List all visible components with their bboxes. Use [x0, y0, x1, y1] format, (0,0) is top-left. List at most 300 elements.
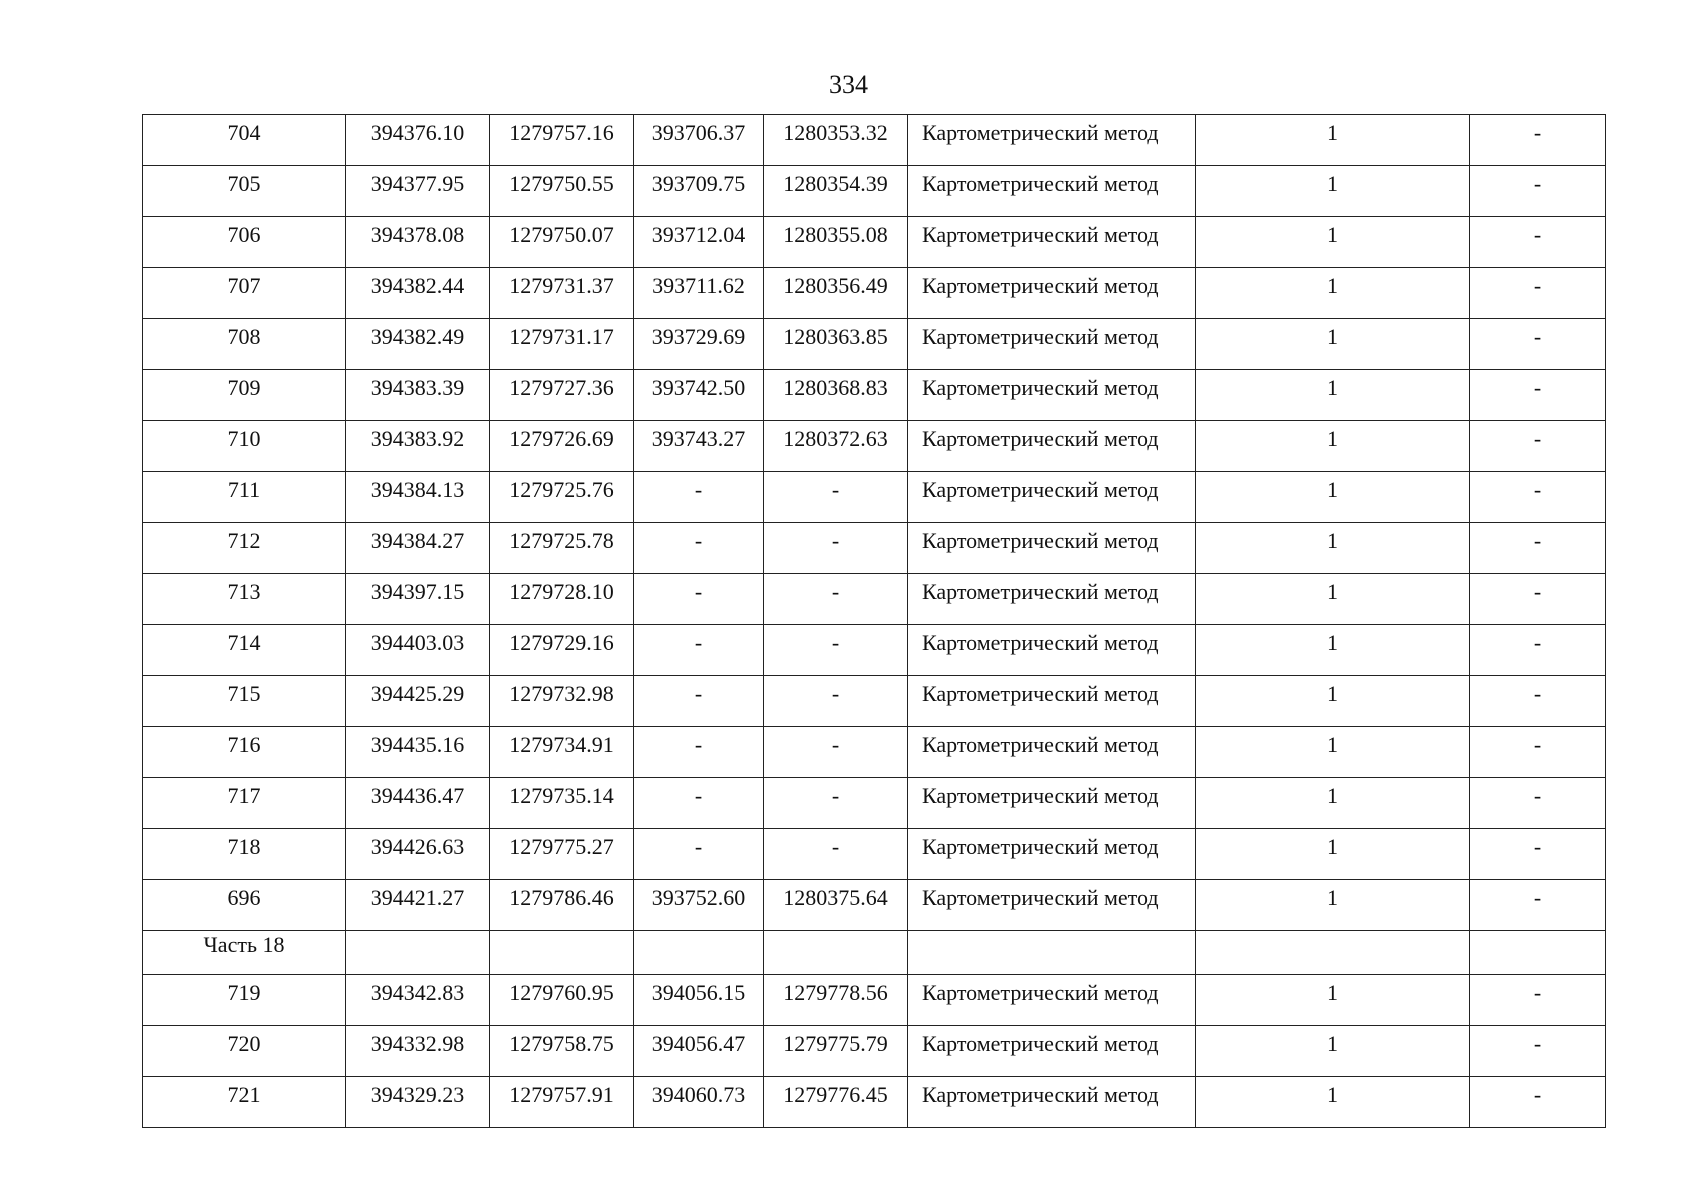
- accuracy-cell: [1196, 676, 1470, 727]
- table-row: [143, 1077, 1606, 1128]
- y-old-cell: [490, 625, 634, 676]
- y-old-text: 1279725.78: [509, 528, 614, 553]
- y-old-text: 1279735.14: [509, 783, 614, 808]
- method-text: Картометрический метод: [922, 579, 1159, 604]
- description-text: -: [1533, 120, 1542, 145]
- empty-cell: [634, 931, 764, 975]
- description-cell: [1470, 778, 1606, 829]
- method-text: Картометрический метод: [922, 324, 1159, 349]
- accuracy-cell: [1196, 1026, 1470, 1077]
- x-old-cell: [346, 1077, 490, 1128]
- y-new-text: -: [831, 528, 840, 553]
- accuracy-cell: [1196, 523, 1470, 574]
- description-cell: [1470, 523, 1606, 574]
- x-old-text: 394342.83: [370, 980, 465, 1005]
- description-cell: [1470, 880, 1606, 931]
- y-new-cell: [764, 319, 908, 370]
- y-new-cell: [764, 1026, 908, 1077]
- x-new-cell: [634, 778, 764, 829]
- y-old-cell: [490, 268, 634, 319]
- accuracy-text: 1: [1327, 783, 1338, 808]
- y-old-cell: [490, 727, 634, 778]
- x-new-cell: [634, 727, 764, 778]
- x-new-text: -: [694, 732, 703, 757]
- y-old-cell: [490, 523, 634, 574]
- table-row: [143, 880, 1606, 931]
- empty-cell: [490, 931, 634, 975]
- point-number-text: 717: [227, 783, 261, 808]
- y-new-cell: [764, 1077, 908, 1128]
- x-new-cell: [634, 1077, 764, 1128]
- description-cell: [1470, 370, 1606, 421]
- accuracy-cell: [1196, 778, 1470, 829]
- x-new-cell: [634, 115, 764, 166]
- x-old-text: 394425.29: [370, 681, 465, 706]
- description-text: -: [1533, 426, 1542, 451]
- x-new-cell: [634, 421, 764, 472]
- description-text: -: [1533, 783, 1542, 808]
- x-old-text: 394384.27: [370, 528, 465, 553]
- accuracy-text: 1: [1327, 273, 1338, 298]
- y-new-cell: [764, 166, 908, 217]
- x-new-cell: [634, 625, 764, 676]
- point-number-cell: [143, 880, 346, 931]
- method-cell: [908, 829, 1196, 880]
- description-cell: [1470, 1026, 1606, 1077]
- y-new-cell: [764, 574, 908, 625]
- point-number-text: 710: [227, 426, 261, 451]
- y-old-text: 1279757.91: [509, 1082, 614, 1107]
- method-text: Картометрический метод: [922, 732, 1159, 757]
- y-old-cell: [490, 319, 634, 370]
- x-new-cell: [634, 319, 764, 370]
- point-number-text: 709: [227, 375, 261, 400]
- point-number-text: 721: [227, 1082, 261, 1107]
- accuracy-cell: [1196, 268, 1470, 319]
- method-cell: [908, 217, 1196, 268]
- y-old-text: 1279758.75: [509, 1031, 614, 1056]
- point-number-cell: [143, 421, 346, 472]
- x-old-cell: [346, 115, 490, 166]
- method-cell: [908, 778, 1196, 829]
- y-old-cell: [490, 574, 634, 625]
- y-new-text: 1279778.56: [783, 980, 888, 1005]
- x-old-cell: [346, 1026, 490, 1077]
- accuracy-text: 1: [1327, 980, 1338, 1005]
- method-cell: [908, 115, 1196, 166]
- description-cell: [1470, 574, 1606, 625]
- accuracy-cell: [1196, 472, 1470, 523]
- empty-cell: [908, 931, 1196, 975]
- description-cell: [1470, 829, 1606, 880]
- point-number-cell: [143, 217, 346, 268]
- y-old-text: 1279727.36: [509, 375, 614, 400]
- empty-cell: [1470, 931, 1606, 975]
- x-new-cell: [634, 880, 764, 931]
- y-new-text: -: [831, 732, 840, 757]
- description-text: -: [1533, 375, 1542, 400]
- x-new-text: -: [694, 579, 703, 604]
- accuracy-cell: [1196, 880, 1470, 931]
- description-text: -: [1533, 980, 1542, 1005]
- accuracy-text: 1: [1327, 1031, 1338, 1056]
- point-number-text: 705: [227, 171, 261, 196]
- table-row: [143, 727, 1606, 778]
- point-number-cell: [143, 975, 346, 1026]
- table-row: [143, 523, 1606, 574]
- method-text: Картометрический метод: [922, 375, 1159, 400]
- point-number-cell: [143, 1026, 346, 1077]
- accuracy-cell: [1196, 975, 1470, 1026]
- y-new-cell: [764, 115, 908, 166]
- y-old-text: 1279775.27: [509, 834, 614, 859]
- accuracy-text: 1: [1327, 528, 1338, 553]
- accuracy-text: 1: [1327, 222, 1338, 247]
- description-text: -: [1533, 630, 1542, 655]
- y-old-cell: [490, 1026, 634, 1077]
- accuracy-cell: [1196, 1077, 1470, 1128]
- x-old-text: 394436.47: [370, 783, 465, 808]
- table-row: [143, 166, 1606, 217]
- y-old-cell: [490, 829, 634, 880]
- accuracy-cell: [1196, 727, 1470, 778]
- y-new-cell: [764, 829, 908, 880]
- point-number-cell: [143, 778, 346, 829]
- x-new-text: -: [694, 834, 703, 859]
- x-old-text: 394403.03: [370, 630, 465, 655]
- description-cell: [1470, 421, 1606, 472]
- accuracy-text: 1: [1327, 375, 1338, 400]
- method-cell: [908, 625, 1196, 676]
- accuracy-cell: [1196, 574, 1470, 625]
- empty-cell: [764, 931, 908, 975]
- description-text: -: [1533, 273, 1542, 298]
- method-text: Картометрический метод: [922, 1082, 1159, 1107]
- y-new-text: 1280355.08: [783, 222, 888, 247]
- point-number-text: 714: [227, 630, 261, 655]
- method-cell: [908, 880, 1196, 931]
- x-new-text: -: [694, 681, 703, 706]
- y-new-text: 1280368.83: [783, 375, 888, 400]
- x-new-cell: [634, 472, 764, 523]
- accuracy-text: 1: [1327, 885, 1338, 910]
- point-number-text: 716: [227, 732, 261, 757]
- method-text: Картометрический метод: [922, 426, 1159, 451]
- method-cell: [908, 1077, 1196, 1128]
- y-old-cell: [490, 217, 634, 268]
- point-number-cell: [143, 166, 346, 217]
- y-new-text: -: [831, 477, 840, 502]
- point-number-text: 715: [227, 681, 261, 706]
- y-new-cell: [764, 880, 908, 931]
- accuracy-cell: [1196, 829, 1470, 880]
- point-number-cell: [143, 268, 346, 319]
- x-old-cell: [346, 268, 490, 319]
- table-row: [143, 1026, 1606, 1077]
- point-number-text: 707: [227, 273, 261, 298]
- y-new-text: 1280372.63: [783, 426, 888, 451]
- x-new-cell: [634, 268, 764, 319]
- description-text: -: [1533, 171, 1542, 196]
- description-cell: [1470, 1077, 1606, 1128]
- method-cell: [908, 370, 1196, 421]
- x-new-text: 393712.04: [651, 222, 746, 247]
- method-text: Картометрический метод: [922, 783, 1159, 808]
- x-new-cell: [634, 676, 764, 727]
- accuracy-cell: [1196, 115, 1470, 166]
- method-text: Картометрический метод: [922, 681, 1159, 706]
- method-cell: [908, 421, 1196, 472]
- description-cell: [1470, 217, 1606, 268]
- y-new-cell: [764, 523, 908, 574]
- description-text: -: [1533, 222, 1542, 247]
- x-old-cell: [346, 975, 490, 1026]
- y-old-cell: [490, 778, 634, 829]
- y-new-cell: [764, 370, 908, 421]
- point-number-text: 720: [227, 1031, 261, 1056]
- y-new-text: -: [831, 579, 840, 604]
- method-cell: [908, 975, 1196, 1026]
- y-old-text: 1279726.69: [509, 426, 614, 451]
- description-cell: [1470, 625, 1606, 676]
- description-text: -: [1533, 324, 1542, 349]
- accuracy-text: 1: [1327, 630, 1338, 655]
- y-new-text: 1280375.64: [783, 885, 888, 910]
- x-new-text: 393752.60: [651, 885, 746, 910]
- y-new-text: 1279776.45: [783, 1082, 888, 1107]
- y-old-cell: [490, 880, 634, 931]
- point-number-text: 712: [227, 528, 261, 553]
- y-old-text: 1279786.46: [509, 885, 614, 910]
- method-text: Картометрический метод: [922, 834, 1159, 859]
- point-number-text: 718: [227, 834, 261, 859]
- method-text: Картометрический метод: [922, 222, 1159, 247]
- x-new-text: 393709.75: [651, 171, 746, 196]
- accuracy-text: 1: [1327, 426, 1338, 451]
- x-old-cell: [346, 727, 490, 778]
- description-cell: [1470, 727, 1606, 778]
- x-new-cell: [634, 1026, 764, 1077]
- accuracy-text: 1: [1327, 171, 1338, 196]
- method-cell: [908, 574, 1196, 625]
- point-number-cell: [143, 1077, 346, 1128]
- x-old-text: 394382.49: [370, 324, 465, 349]
- description-cell: [1470, 676, 1606, 727]
- accuracy-text: 1: [1327, 477, 1338, 502]
- description-cell: [1470, 166, 1606, 217]
- y-old-cell: [490, 1077, 634, 1128]
- accuracy-text: 1: [1327, 1082, 1338, 1107]
- x-old-cell: [346, 370, 490, 421]
- y-new-text: -: [831, 630, 840, 655]
- x-new-text: 393711.62: [652, 273, 745, 298]
- y-old-cell: [490, 421, 634, 472]
- point-number-cell: [143, 319, 346, 370]
- method-text: Картометрический метод: [922, 980, 1159, 1005]
- section-label-cell: [143, 931, 346, 975]
- x-new-cell: [634, 523, 764, 574]
- point-number-cell: [143, 523, 346, 574]
- x-new-text: -: [694, 528, 703, 553]
- accuracy-cell: [1196, 370, 1470, 421]
- y-new-cell: [764, 625, 908, 676]
- accuracy-cell: [1196, 625, 1470, 676]
- y-old-text: 1279750.07: [509, 222, 614, 247]
- empty-cell: [1196, 931, 1470, 975]
- table-body: [143, 115, 1606, 1128]
- method-text: Картометрический метод: [922, 1031, 1159, 1056]
- y-old-text: 1279732.98: [509, 681, 614, 706]
- y-old-text: 1279731.37: [509, 273, 614, 298]
- section-label: Часть 18: [203, 932, 285, 957]
- method-text: Картометрический метод: [922, 885, 1159, 910]
- point-number-cell: [143, 676, 346, 727]
- table-row: [143, 115, 1606, 166]
- y-new-text: 1280356.49: [783, 273, 888, 298]
- table-row: [143, 778, 1606, 829]
- x-old-text: 394383.92: [370, 426, 465, 451]
- x-new-text: 393742.50: [651, 375, 746, 400]
- x-old-cell: [346, 625, 490, 676]
- table-row: [143, 829, 1606, 880]
- x-new-text: -: [694, 630, 703, 655]
- y-old-cell: [490, 370, 634, 421]
- x-old-text: 394421.27: [370, 885, 465, 910]
- method-text: Картометрический метод: [922, 120, 1159, 145]
- accuracy-text: 1: [1327, 579, 1338, 604]
- description-text: -: [1533, 1082, 1542, 1107]
- x-old-text: 394332.98: [370, 1031, 465, 1056]
- table-row: [143, 975, 1606, 1026]
- empty-cell: [346, 931, 490, 975]
- description-text: -: [1533, 732, 1542, 757]
- x-new-text: -: [694, 477, 703, 502]
- x-new-cell: [634, 217, 764, 268]
- y-old-text: 1279725.76: [509, 477, 614, 502]
- method-cell: [908, 472, 1196, 523]
- y-new-text: 1279775.79: [783, 1031, 888, 1056]
- accuracy-text: 1: [1327, 324, 1338, 349]
- x-old-cell: [346, 217, 490, 268]
- y-old-cell: [490, 975, 634, 1026]
- method-text: Картометрический метод: [922, 273, 1159, 298]
- x-old-text: 394377.95: [370, 171, 465, 196]
- x-old-text: 394384.13: [370, 477, 465, 502]
- x-old-cell: [346, 421, 490, 472]
- x-old-text: 394397.15: [370, 579, 465, 604]
- y-old-text: 1279757.16: [509, 120, 614, 145]
- accuracy-text: 1: [1327, 120, 1338, 145]
- y-new-cell: [764, 676, 908, 727]
- point-number-text: 696: [227, 885, 261, 910]
- table-row: [143, 319, 1606, 370]
- description-text: -: [1533, 885, 1542, 910]
- y-new-cell: [764, 778, 908, 829]
- point-number-cell: [143, 370, 346, 421]
- x-old-text: 394329.23: [370, 1082, 465, 1107]
- x-new-text: -: [694, 783, 703, 808]
- y-new-cell: [764, 217, 908, 268]
- description-text: -: [1533, 1031, 1542, 1056]
- x-old-cell: [346, 829, 490, 880]
- table-row: [143, 625, 1606, 676]
- y-new-text: 1280354.39: [783, 171, 888, 196]
- accuracy-cell: [1196, 217, 1470, 268]
- point-number-cell: [143, 115, 346, 166]
- description-text: -: [1533, 477, 1542, 502]
- description-text: -: [1533, 579, 1542, 604]
- method-cell: [908, 676, 1196, 727]
- y-new-text: -: [831, 681, 840, 706]
- table-row: [143, 217, 1606, 268]
- point-number-text: 708: [227, 324, 261, 349]
- x-new-cell: [634, 370, 764, 421]
- method-cell: [908, 319, 1196, 370]
- y-new-text: 1280363.85: [783, 324, 888, 349]
- y-new-cell: [764, 727, 908, 778]
- table-row: [143, 676, 1606, 727]
- y-old-cell: [490, 166, 634, 217]
- x-old-cell: [346, 472, 490, 523]
- y-new-cell: [764, 421, 908, 472]
- y-old-cell: [490, 115, 634, 166]
- method-cell: [908, 166, 1196, 217]
- description-cell: [1470, 268, 1606, 319]
- y-new-cell: [764, 472, 908, 523]
- x-old-text: 394382.44: [370, 273, 465, 298]
- method-cell: [908, 727, 1196, 778]
- method-text: Картометрический метод: [922, 528, 1159, 553]
- x-new-text: 394056.15: [651, 980, 746, 1005]
- description-text: -: [1533, 681, 1542, 706]
- x-old-text: 394435.16: [370, 732, 465, 757]
- method-text: Картометрический метод: [922, 171, 1159, 196]
- x-old-cell: [346, 880, 490, 931]
- x-old-cell: [346, 778, 490, 829]
- x-new-text: 394056.47: [651, 1031, 746, 1056]
- x-old-cell: [346, 676, 490, 727]
- x-old-text: 394376.10: [370, 120, 465, 145]
- point-number-text: 711: [227, 477, 261, 502]
- method-text: Картометрический метод: [922, 630, 1159, 655]
- x-new-text: 393706.37: [651, 120, 746, 145]
- x-new-cell: [634, 574, 764, 625]
- method-cell: [908, 1026, 1196, 1077]
- x-old-text: 394378.08: [370, 222, 465, 247]
- x-old-text: 394383.39: [370, 375, 465, 400]
- point-number-text: 706: [227, 222, 261, 247]
- accuracy-text: 1: [1327, 732, 1338, 757]
- x-old-cell: [346, 166, 490, 217]
- x-new-text: 393729.69: [651, 324, 746, 349]
- table-row: [143, 421, 1606, 472]
- x-new-cell: [634, 829, 764, 880]
- y-new-text: 1280353.32: [783, 120, 888, 145]
- description-text: -: [1533, 528, 1542, 553]
- y-old-text: 1279728.10: [509, 579, 614, 604]
- table-row: [143, 370, 1606, 421]
- section-row: [143, 931, 1606, 975]
- accuracy-cell: [1196, 319, 1470, 370]
- point-number-cell: [143, 727, 346, 778]
- point-number-cell: [143, 829, 346, 880]
- accuracy-text: 1: [1327, 681, 1338, 706]
- y-new-cell: [764, 975, 908, 1026]
- description-cell: [1470, 472, 1606, 523]
- accuracy-cell: [1196, 421, 1470, 472]
- y-old-cell: [490, 676, 634, 727]
- point-number-cell: [143, 472, 346, 523]
